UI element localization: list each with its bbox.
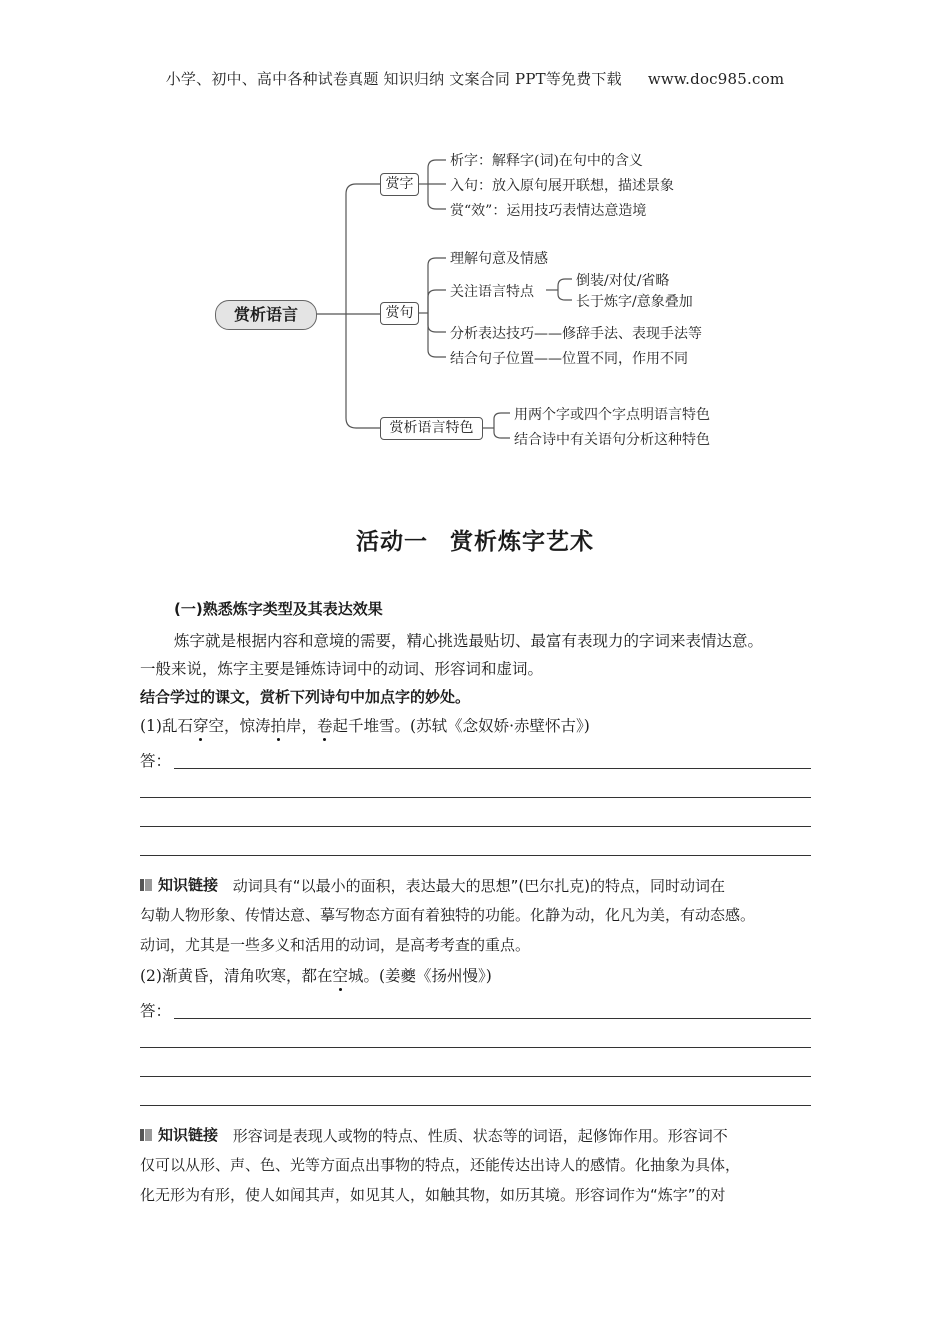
answer-2-label: 答： — [140, 1002, 172, 1020]
knowledge-link-tag-label: 知识链接 — [158, 1126, 219, 1144]
subheading: (一)熟悉炼字类型及其表达效果 — [174, 600, 383, 618]
knowledge-link-tag — [140, 1120, 218, 1150]
knowledge-link-1-text: 动词具有“以最小的面积，表达最大的思想”(巴尔扎克)的特点，同时动词在 — [232, 877, 726, 895]
paragraph-line-2: 一般来说，炼字主要是锤炼诗词中的动词、形容词和虚词。 — [140, 660, 544, 678]
node-li-jie: 理解句意及情感 — [450, 251, 548, 267]
node-yu-yan-te-se: 赏析语言特色 — [380, 417, 483, 440]
knowledge-link-tag-label: 知识链接 — [158, 876, 219, 894]
q1-dotted-word: 穿 — [192, 717, 209, 735]
q2-text: (2)渐黄昏，清角吹寒，都在 — [140, 967, 333, 985]
answer-1-label: 答： — [140, 752, 172, 770]
node-xi-zi: 析字：解释字(词)在句中的含义 — [450, 153, 643, 169]
header-site: www.doc985.com — [647, 70, 785, 88]
section-title-b: 赏析炼字艺术 — [450, 529, 594, 555]
node-fen-xi: 分析表达技巧——修辞手法、表现手法等 — [450, 326, 702, 342]
answer-1-line[interactable] — [140, 797, 811, 798]
instruction: 结合学过的课文，赏析下列诗句中加点字的妙处。 — [140, 688, 471, 706]
answer-1-line[interactable] — [140, 826, 811, 827]
node-guan-zhu: 关注语言特点 — [450, 284, 534, 300]
node-jie-he-shi: 结合诗中有关语句分析这种特色 — [514, 432, 710, 448]
knowledge-link-2-line-1 — [140, 1120, 728, 1151]
node-chang-yu: 长于炼字/意象叠加 — [576, 294, 693, 310]
q2-dotted-word: 空 — [332, 967, 348, 985]
node-dao-zhuang: 倒装/对仗/省略 — [576, 273, 670, 289]
answer-2-line[interactable] — [174, 1018, 811, 1019]
answer-2-line[interactable] — [140, 1076, 811, 1077]
answer-1-line[interactable] — [140, 855, 811, 856]
node-shang-ju: 赏句 — [380, 302, 419, 325]
knowledge-link-1-line-2: 勾勒人物形象、传情达意、摹写物态方面有着独特的功能。化静为动，化凡为美，有动态感。 — [140, 906, 756, 924]
question-2 — [140, 965, 492, 987]
bookmark-icon — [140, 1129, 152, 1141]
node-yong-liang-ge: 用两个字或四个字点明语言特色 — [514, 407, 710, 423]
answer-2-line[interactable] — [140, 1047, 811, 1048]
q1-text: 起千堆雪。(苏轼《念奴娇·赤壁怀古》) — [332, 717, 590, 735]
question-1 — [140, 715, 590, 737]
q2-text: 城。(姜夔《扬州慢》) — [347, 967, 492, 985]
q1-text: (1)乱石 — [140, 717, 193, 735]
knowledge-link-1-line-3: 动词，尤其是一些多义和活用的动词，是高考考查的重点。 — [140, 936, 531, 954]
q1-text: 岸， — [286, 717, 318, 735]
q1-text: 空，惊涛 — [208, 717, 271, 735]
node-shang-zi: 赏字 — [380, 173, 419, 196]
knowledge-link-1-line-1 — [140, 870, 725, 901]
paragraph-line-1: 炼字就是根据内容和意境的需要，精心挑选最贴切、最富有表现力的字词来表情达意。 — [174, 632, 764, 650]
q1-dotted-word: 拍 — [270, 717, 287, 735]
answer-1-line[interactable] — [174, 768, 811, 769]
knowledge-link-2-line-2: 仅可以从形、声、色、光等方面点出事物的特点，还能传达出诗人的感情。化抽象为具体， — [140, 1156, 741, 1174]
mind-map-root: 赏析语言 — [215, 300, 317, 330]
knowledge-link-2-line-3: 化无形为有形，使人如闻其声，如见其人，如触其物，如历其境。形容词作为“炼字”的对 — [140, 1186, 726, 1204]
bookmark-icon — [140, 879, 152, 891]
section-title — [0, 523, 950, 556]
mind-map-connectors — [0, 0, 950, 470]
header-text: 小学、初中、高中各种试卷真题 知识归纳 文案合同 PPT等免费下载 — [165, 70, 622, 88]
section-title-a: 活动一 — [356, 529, 428, 555]
knowledge-link-tag — [140, 870, 218, 900]
knowledge-link-2-text: 形容词是表现人或物的特点、性质、状态等的词语，起修饰作用。形容词不 — [232, 1127, 728, 1145]
q1-dotted-word: 卷 — [317, 717, 333, 735]
node-ru-ju: 入句：放入原句展开联想，描述景象 — [450, 178, 674, 194]
answer-2-line[interactable] — [140, 1105, 811, 1106]
node-shang-xiao: 赏“效”：运用技巧表情达意造境 — [450, 203, 647, 219]
node-jie-he: 结合句子位置——位置不同，作用不同 — [450, 351, 688, 367]
